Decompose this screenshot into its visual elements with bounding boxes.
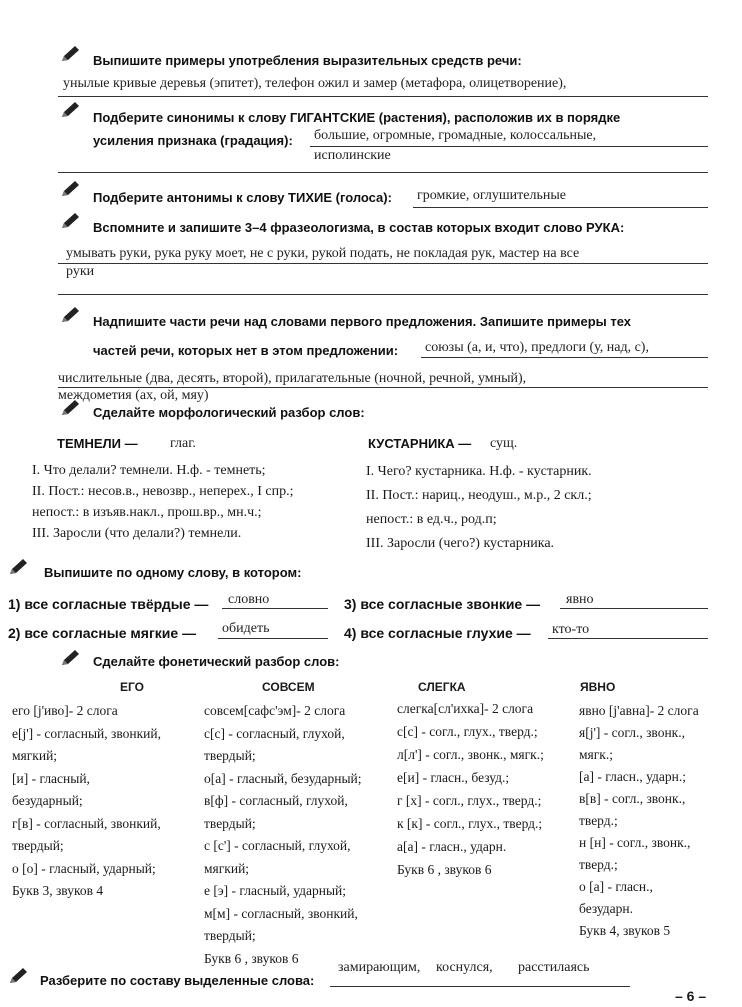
phon-line: [и] - гласный, xyxy=(12,770,90,786)
task7-prompt: Выпишите по одному слову, в котором: xyxy=(44,565,302,580)
task4-answer-line2: руки xyxy=(66,264,95,279)
phon-line: мягкий; xyxy=(12,748,58,763)
phon-col3 xyxy=(397,697,544,881)
phon-col3-header: СЛЕГКА xyxy=(418,680,466,694)
phon-line: г [х] - согл., глух., тверд.; xyxy=(397,793,542,808)
morph-line: непост.: в ед.ч., род.п; xyxy=(366,512,497,527)
phon-line: твердый; xyxy=(204,928,256,943)
phon-col1-header: ЕГО xyxy=(120,680,144,694)
phon-line: в[ф] - согласный, глухой, xyxy=(204,793,348,808)
morph-word1: ТЕМНЕЛИ — xyxy=(57,436,138,451)
task1-prompt: Выпишите примеры употребления выразительных средств речи: xyxy=(93,53,522,68)
morph-line: II. Пост.: несов.в., невозвр., неперех., I спр.; xyxy=(32,484,294,499)
task7-item3-label: 3) все согласные звонкие — xyxy=(344,596,541,612)
morph-line: непост.: в изъяв.накл., прош.вр., мн.ч.; xyxy=(32,505,262,520)
task6-prompt: Сделайте морфологический разбор слов: xyxy=(93,405,365,420)
morph-word2-pos: сущ. xyxy=(490,436,518,451)
task7-item2-answer: обидеть xyxy=(222,621,270,636)
task8-prompt: Сделайте фонетический разбор слов: xyxy=(93,654,340,669)
phon-line: совсем[сафс'эм]- 2 слога xyxy=(204,703,346,718)
morph-word1-analysis xyxy=(32,460,294,544)
phon-line: а[а] - гласн., ударн. xyxy=(397,839,507,854)
phon-col4 xyxy=(579,700,699,942)
pencil-icon xyxy=(60,100,82,120)
phon-col4-header: ЯВНО xyxy=(580,680,616,694)
task3-answer: громкие, оглушительные xyxy=(417,188,566,203)
phon-line: слегка[сл'ихка]- 2 слога xyxy=(397,701,534,716)
pencil-icon xyxy=(60,211,82,231)
phon-line: г[в] - согласный, звонкий, xyxy=(12,815,161,831)
phon-line: о [о] - гласный, ударный; xyxy=(12,860,156,876)
morph-word2: КУСТАРНИКА — xyxy=(368,436,472,451)
morph-word2-analysis xyxy=(366,460,592,556)
page-number: – 6 – xyxy=(675,988,707,1004)
task2-prompt-line2: усиления признака (градация): xyxy=(93,133,293,148)
task9-prompt: Разберите по составу выделенные слова: xyxy=(40,973,315,988)
phon-line: о [а] - гласн., xyxy=(579,879,653,894)
task4-prompt: Вспомните и запишите 3–4 фразеологизма, в состав которых входит слово РУКА: xyxy=(93,220,625,235)
pencil-icon xyxy=(8,966,30,986)
phon-line: о[а] - гласный, безударный; xyxy=(204,770,362,786)
phon-line: [а] - гласн., ударн.; xyxy=(579,769,687,784)
task7-item4-answer: кто-то xyxy=(552,622,590,637)
phon-col2 xyxy=(204,700,362,970)
task2-answer-line1: большие, огромные, громадные, колоссальные, xyxy=(314,128,597,143)
phon-line: тверд.; xyxy=(579,813,618,828)
task2-answer-line2: исполинские xyxy=(314,148,391,163)
pencil-icon xyxy=(60,44,82,64)
task9-word1: замирающим, xyxy=(338,960,421,975)
task9-word3: расстилаясь xyxy=(518,960,590,975)
morph-line: I. Чего? кустарника. Н.ф. - кустарник. xyxy=(366,464,592,479)
phon-line: я[j'] - согл., звонк., xyxy=(579,725,685,740)
task7-item4-label: 4) все согласные глухие — xyxy=(344,625,531,641)
task5-answer-line2: числительные (два, десять, второй), прилагательные (ночной, речной, умный), xyxy=(58,371,527,386)
pencil-icon xyxy=(60,305,82,325)
phon-line: безударн. xyxy=(579,901,634,916)
phon-line: е[и] - гласн., безуд.; xyxy=(397,770,510,785)
task5-prompt-line2: частей речи, которых нет в этом предложении: xyxy=(93,343,399,358)
task7-item3-answer: явно xyxy=(566,592,594,607)
task5-answer-line1: союзы (а, и, что), предлоги (у, над, с), xyxy=(425,340,649,355)
phon-col1 xyxy=(12,700,161,903)
phon-line: мягкий; xyxy=(204,860,250,876)
phon-line: н [н] - согл., звонк., xyxy=(579,835,691,850)
morph-line: III. Заросли (что делали?) темнели. xyxy=(32,526,242,541)
phon-line: его [j'иво]- 2 слога xyxy=(12,703,118,718)
task1-answer: унылые кривые деревья (эпитет), телефон ожил и замер (метафора, олицетворение), xyxy=(63,76,567,91)
phon-line: к [к] - согл., глух., тверд.; xyxy=(397,816,543,831)
task9-word2: коснулся, xyxy=(436,960,493,975)
phon-line: Букв 3, звуков 4 xyxy=(12,883,104,898)
task7-item1-label: 1) все согласные твёрдые — xyxy=(8,596,209,612)
task7-item2-label: 2) все согласные мягкие — xyxy=(8,625,197,641)
phon-line: м[м] - согласный, звонкий, xyxy=(204,905,358,921)
phon-line: твердый; xyxy=(12,838,64,853)
task4-answer-line1: умывать руки, рука руку моет, не с руки, рукой подать, не покладая рук, мастер на все xyxy=(66,246,580,261)
task2-prompt-line1: Подберите синонимы к слову ГИГАНТСКИЕ (растения), расположив их в порядке xyxy=(93,110,621,125)
phon-line: в[в] - согл., звонк., xyxy=(579,791,686,806)
pencil-icon xyxy=(60,179,82,199)
phon-line: с[с] - согл., глух., тверд.; xyxy=(397,724,538,739)
phon-line: Букв 6 , звуков 6 xyxy=(397,862,492,877)
task5-prompt-line1: Надпишите части речи над словами первого предложения. Запишите примеры тех xyxy=(93,314,632,329)
phon-line: Букв 6 , звуков 6 xyxy=(204,950,299,966)
phon-line: твердый; xyxy=(204,748,256,763)
morph-line: III. Заросли (чего?) кустарника. xyxy=(366,536,555,551)
pencil-icon xyxy=(8,557,30,577)
phon-col2-header: СОВСЕМ xyxy=(262,680,315,694)
morph-line: I. Что делали? темнели. Н.ф. - темнеть; xyxy=(32,463,266,478)
pencil-icon xyxy=(60,648,82,668)
phon-line: твердый; xyxy=(204,815,256,831)
phon-line: с[с] - согласный, глухой, xyxy=(204,725,345,741)
morph-line: II. Пост.: нариц., неодуш., м.р., 2 скл.; xyxy=(366,488,592,503)
phon-line: тверд.; xyxy=(579,857,618,872)
phon-line: мягк.; xyxy=(579,747,613,762)
phon-line: с [с'] - согласный, глухой, xyxy=(204,838,351,853)
task5-answer-line3: междометия (ах, ой, мяу) xyxy=(58,388,209,403)
phon-line: е[j'] - согласный, звонкий, xyxy=(12,725,161,741)
task7-item1-answer: словно xyxy=(228,592,270,607)
phon-line: е [э] - гласный, ударный; xyxy=(204,883,347,898)
morph-word1-pos: глаг. xyxy=(170,436,196,451)
task3-prompt: Подберите антонимы к слову ТИХИЕ (голоса): xyxy=(93,190,392,205)
pencil-icon xyxy=(60,398,82,418)
phon-line: Букв 4, звуков 5 xyxy=(579,923,671,938)
phon-line: явно [j'авна]- 2 слога xyxy=(579,703,699,718)
phon-line: л[л'] - согл., звонк., мягк.; xyxy=(397,747,544,762)
phon-line: безударный; xyxy=(12,793,83,808)
